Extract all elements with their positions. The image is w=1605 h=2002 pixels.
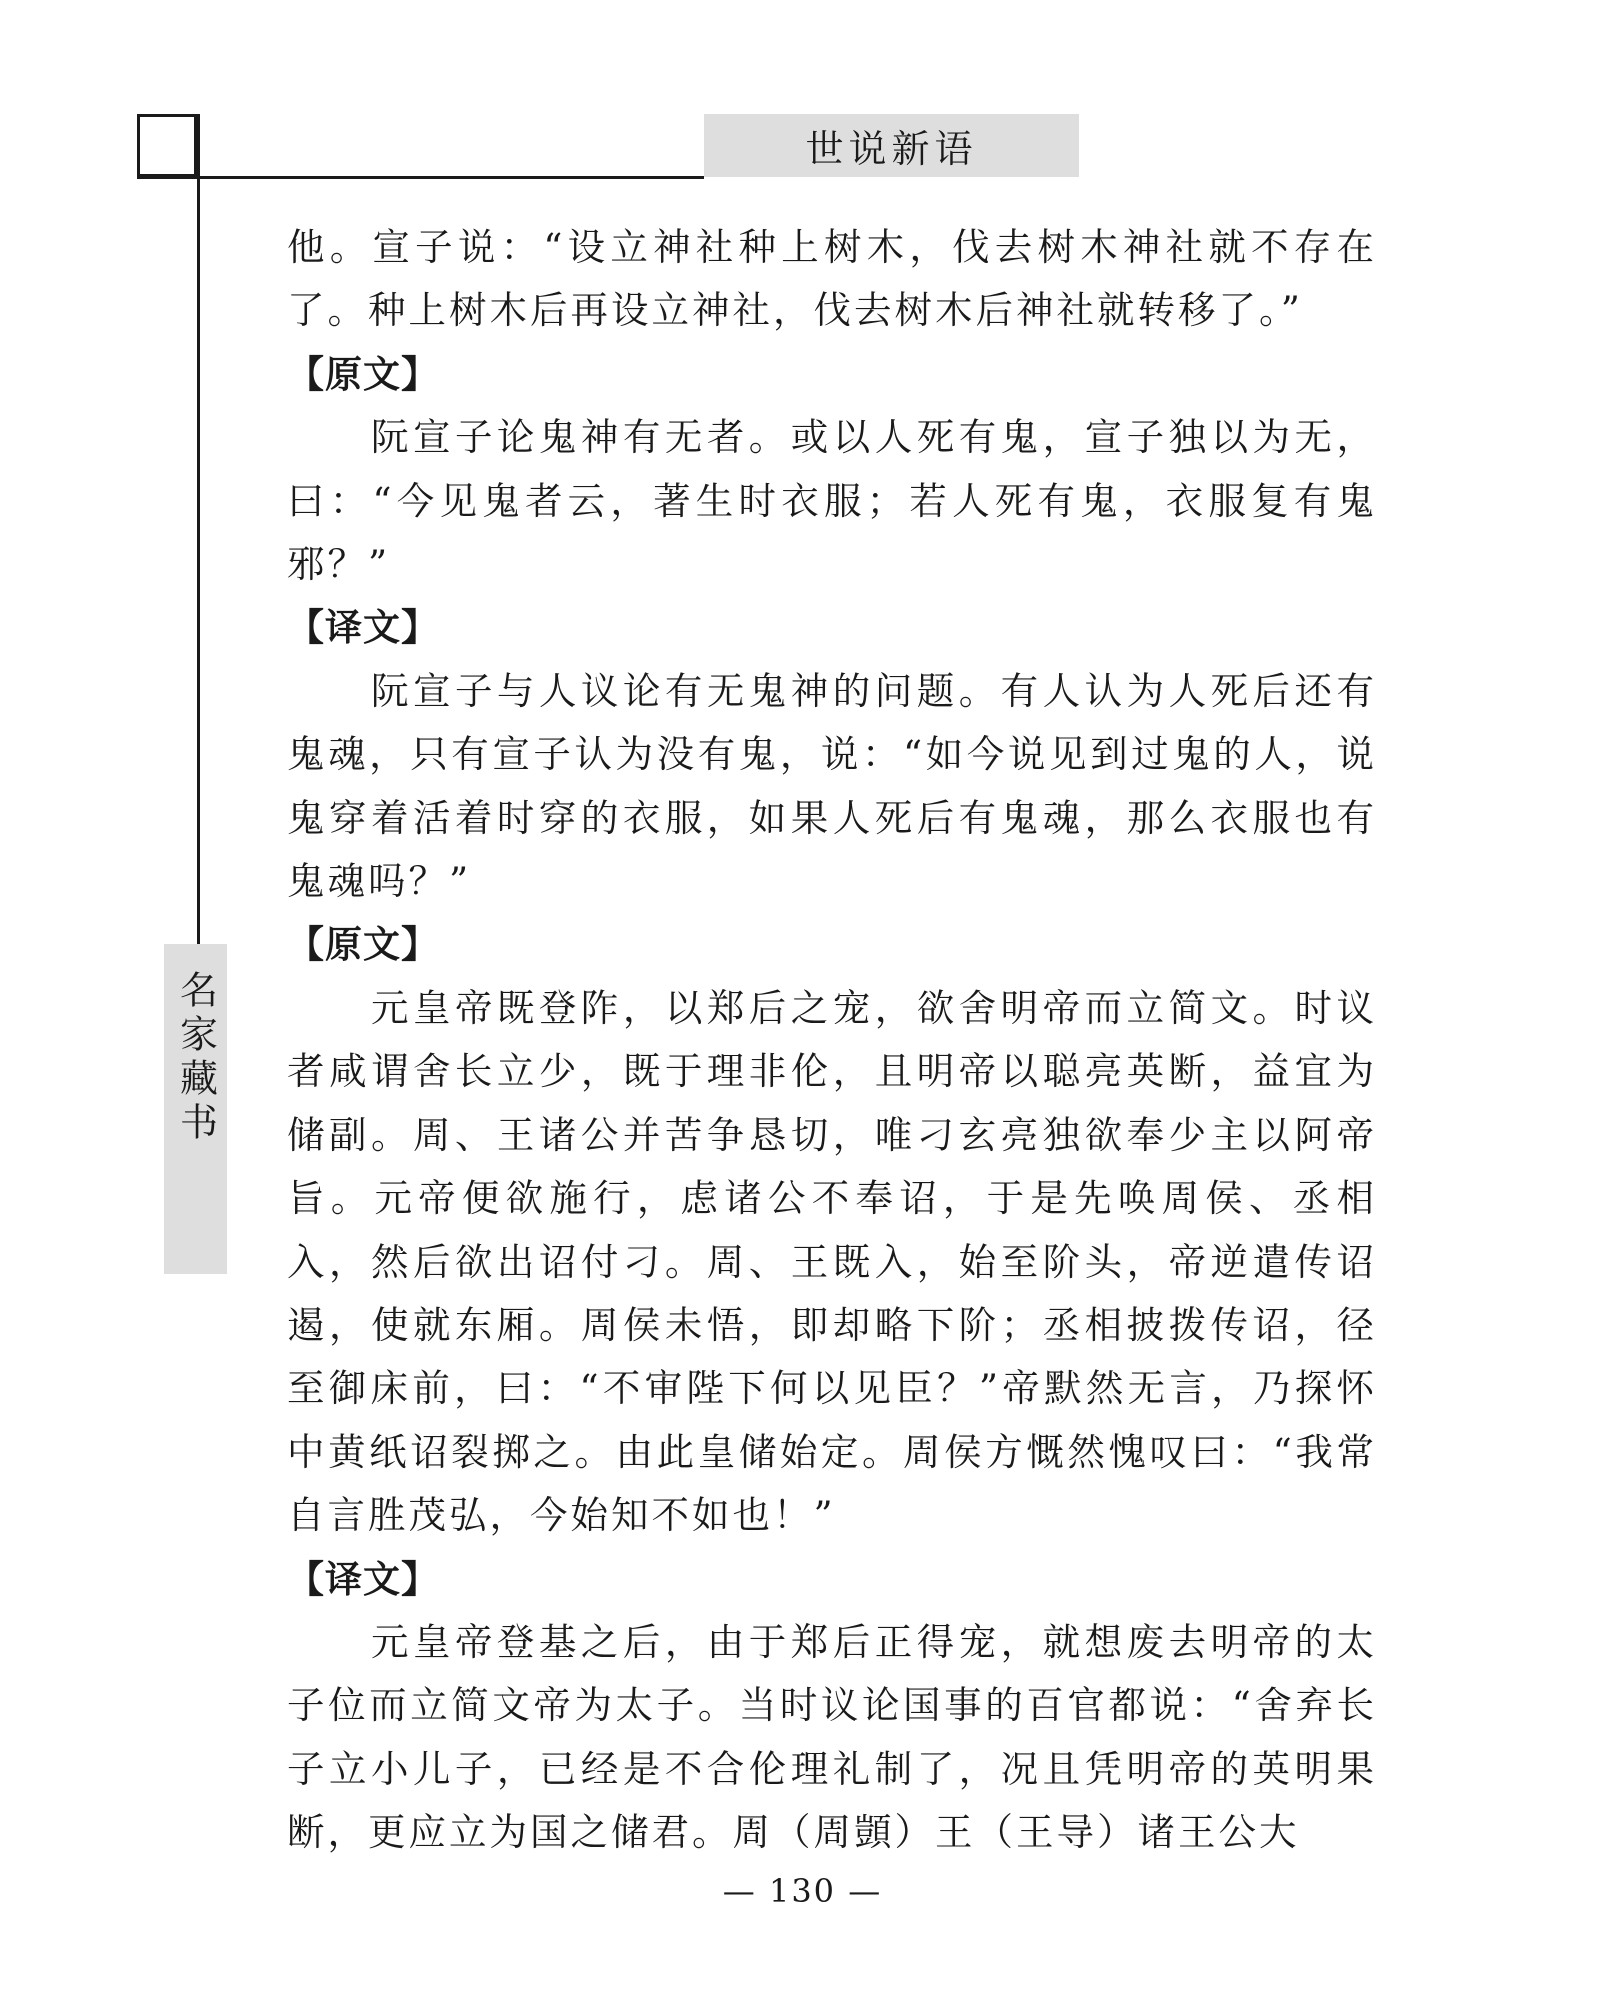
section-heading-original: 【原文】 [287, 352, 439, 396]
section-heading-original: 【原文】 [287, 923, 439, 967]
paragraph-translation: 阮宣子与人议论有无鬼神的问题。有人认为人死后还有鬼魂，只有宣子认为没有鬼，说：“如今说见到过鬼的人，说鬼穿着活着时穿的衣服，如果人死后有鬼魂，那么衣服也有鬼魂吗？” [287, 668, 1377, 904]
section-heading-translation: 【译文】 [287, 1557, 439, 1601]
side-tab [164, 944, 227, 1274]
paragraph-original: 元皇帝既登阼，以郑后之宠，欲舍明帝而立简文。时议者咸谓舍长立少，既于理非伦，且明帝以聪亮英断，益宜为储副。周、王诸公并苦争恳切，唯刁玄亮独欲奉少主以阿帝旨。元帝便欲施行，虑诸公不奉诏，于是先唤周侯、丞相入，然后欲出诏付刁。周、王既入，始至阶头，帝逆遣传诏遏，使就东厢。周侯未悟，即却略下阶；丞相披拨传诏，径至御床前，曰：“不审陛下何以见臣？”帝默然无言，乃探怀中黄纸诏裂掷之。由此皇储始定。周侯方慨然愧叹曰：“我常自言胜茂弘，今始知不如也！” [287, 985, 1377, 1538]
paragraph-original: 阮宣子论鬼神有无者。或以人死有鬼，宣子独以为无，曰：“今见鬼者云，著生时衣服；若人死有鬼，衣服复有鬼邪？” [287, 415, 1377, 587]
series-label: 名家藏书 [173, 970, 218, 1146]
paragraph-translation: 元皇帝登基之后，由于郑后正得宠，就想废去明帝的太子位而立简文帝为太子。当时议论国事的百官都说：“舍弃长子立小儿子，已经是不合伦理礼制了，况且凭明帝的英明果断，更应立为国之储君。周（周顗）王（王导）诸王公大 [287, 1619, 1377, 1855]
margin-vertical-rule [197, 114, 200, 944]
paragraph-continuation: 他。宣子说：“设立神社种上树木，伐去树木神社就不存在了。种上树木后再设立神社，伐去树木后神社就转移了。” [287, 225, 1377, 333]
section-heading-translation: 【译文】 [287, 606, 439, 650]
page-body [287, 216, 1377, 1865]
header-rule [137, 176, 704, 179]
page-number: — 130 — [722, 1872, 883, 1910]
running-header [704, 114, 1079, 177]
header-corner-box [137, 114, 197, 177]
book-title: 世说新语 [805, 127, 978, 171]
